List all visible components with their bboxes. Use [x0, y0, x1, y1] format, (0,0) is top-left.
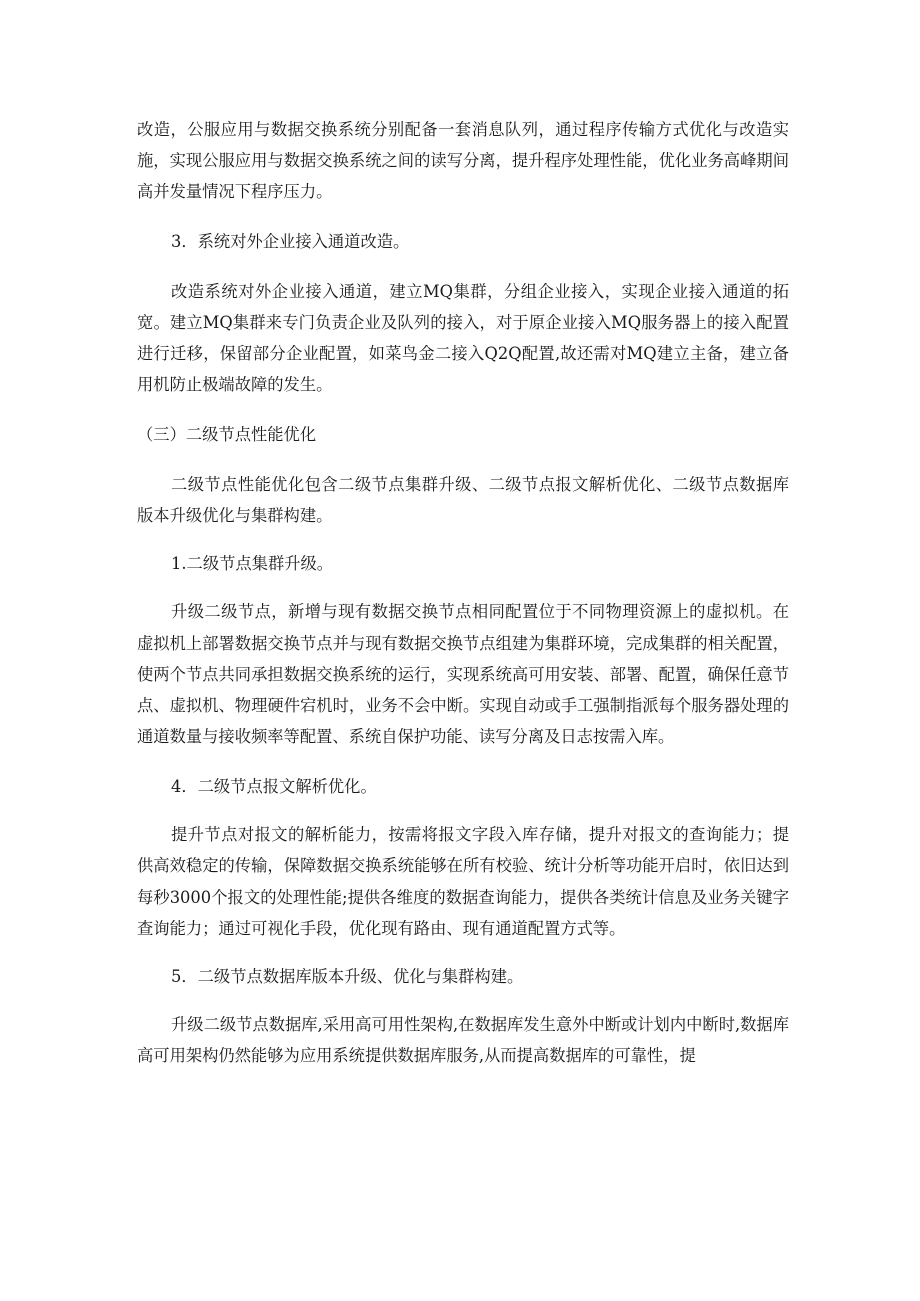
- heading-enterprise-access: 3．系统对外企业接入通道改造。: [171, 232, 410, 252]
- section-title-secondary-node: （三）二级节点性能优化: [137, 425, 317, 445]
- paragraph-cluster-upgrade: 升级二级节点，新增与现有数据交换节点相同配置位于不同物理资源上的虚拟机。在虚拟机上部署数据交换节点并与现有数据交换节点组建为集群环境，完成集群的相关配置，使两个节点共同承担数据交换系统的运行，实现系统高可用安装、部署、配置，确保任意节点、虚拟机、物理硬件宕机时，业务不会中断。实现自动或手工强制指派每个服务器处理的通道数量与接收频率等配置、系统自保护功能、读写分离及日志按需入库。: [137, 602, 789, 747]
- paragraph-database-upgrade: 升级二级节点数据库,采用高可用性架构,在数据库发生意外中断或计划内中断时,数据库高可用架构仍然能够为应用系统提供数据库服务,从而提高数据库的可靠性，提: [137, 1015, 789, 1066]
- paragraph-message-parsing: 提升节点对报文的解析能力，按需将报文字段入库存储，提升对报文的查询能力；提供高效稳定的传输，保障数据交换系统能够在所有校验、统计分析等功能开启时，依旧达到每秒3000个报文的处理性能;提供各维度的数据查询能力，提供各类统计信息及业务关键字查询能力；通过可视化手段，优化现有路由、现有通道配置方式等。: [137, 825, 789, 938]
- heading-message-parsing: 4．二级节点报文解析优化。: [171, 776, 377, 796]
- heading-database-upgrade: 5．二级节点数据库版本升级、优化与集群构建。: [171, 966, 524, 986]
- paragraph-enterprise-access: 改造系统对外企业接入通道，建立MQ集群，分组企业接入，实现企业接入通道的拓宽。建立MQ集群来专门负责企业及队列的接入，对于原企业接入MQ服务器上的接入配置进行迁移，保留部分企业配置，如菜鸟金二接入Q2Q配置,故还需对MQ建立主备，建立备用机防止极端故障的发生。: [137, 281, 789, 395]
- heading-cluster-upgrade: 1.二级节点集群升级。: [171, 554, 334, 574]
- paragraph-mq-separation: 改造，公服应用与数据交换系统分别配备一套消息队列，通过程序传输方式优化与改造实施，实现公服应用与数据交换系统之间的读写分离，提升程序处理性能，优化业务高峰期间高并发量情况下程序压力。: [137, 120, 789, 202]
- paragraph-secondary-node-intro: 二级节点性能优化包含二级节点集群升级、二级节点报文解析优化、二级节点数据库版本升级优化与集群构建。: [137, 474, 789, 526]
- document-body: [137, 114, 789, 1072]
